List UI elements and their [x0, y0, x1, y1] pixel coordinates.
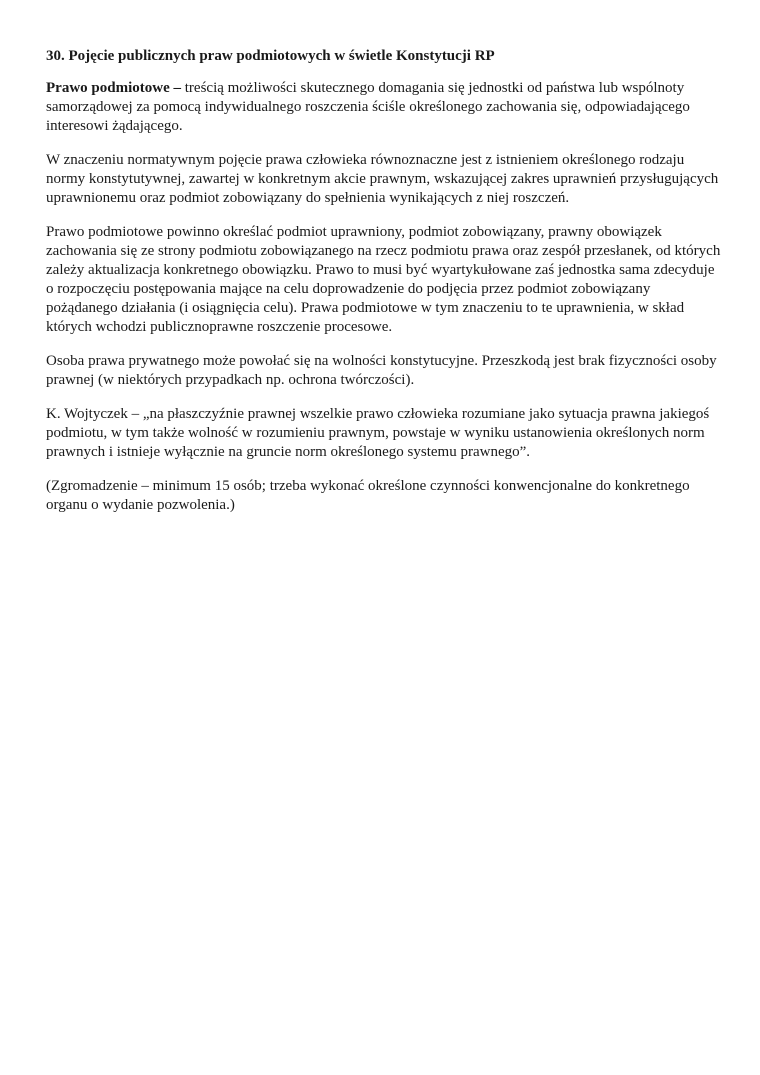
definition-term: Prawo podmiotowe – [46, 80, 181, 96]
document-body [46, 47, 721, 530]
paragraph-wojtyczek-quote: K. Wojtyczek – „na płaszczyźnie prawnej wszelkie prawo człowieka rozumiane jako sytuacja prawna jakiegoś podmiotu, w tym także wolność w rozumieniu prawnym, powstaje w wyniku ustanowienia określonych norm prawnych i istnieje wyłącznie na gruncie norm określonego systemu prawnego”. [46, 406, 710, 460]
document-title: 30. Pojęcie publicznych praw podmiotowych w świetle Konstytucji RP [46, 48, 495, 64]
definition-paragraph [46, 79, 721, 136]
paragraph-subjective-right-elements: Prawo podmiotowe powinno określać podmiot uprawniony, podmiot zobowiązany, prawny obowiązek zachowania się ze strony podmiotu zobowiązanego na rzecz podmiotu prawa oraz zespół przesłanek, od których zależy aktualizacja konkretnego obowiązku. Prawo to musi być wyartykułowane zaś jednostka sama zdecyduje o rozpoczęciu postępowania mające na celu doprowadzenie do podjęcia przez podmiot zobowiązany pożądanego działania (i osiągnięcia celu). Prawa podmiotowe w tym znaczeniu to te uprawnienia, w skład których wchodzi publicznoprawne roszczenie procesowe. [46, 224, 721, 335]
paragraph-private-law-person: Osoba prawa prywatnego może powołać się na wolności konstytucyjne. Przeszkodą jest brak fizyczności osoby prawnej (w niektórych przypadkach np. ochrona twórczości). [46, 353, 717, 388]
definition-text: treścią możliwości skutecznego domagania się jednostki od państwa lub wspólnoty samorządowej za pomocą indywidualnego roszczenia ściśle określonego zachowania się, odpowiadającego interesowi żądającego. [46, 80, 690, 134]
paragraph-normative-meaning: W znaczeniu normatywnym pojęcie prawa człowieka równoznaczne jest z istnieniem określonego rodzaju normy konstytutywnej, zawartej w konkretnym akcie prawnym, wskazującej zakres uprawnień przysługujących uprawnionemu oraz podmiot zobowiązany do spełnienia wynikających z niej roszczeń. [46, 152, 719, 206]
paragraph-assembly-note: (Zgromadzenie – minimum 15 osób; trzeba wykonać określone czynności konwencjonalne do konkretnego organu o wydanie pozwolenia.) [46, 478, 690, 513]
